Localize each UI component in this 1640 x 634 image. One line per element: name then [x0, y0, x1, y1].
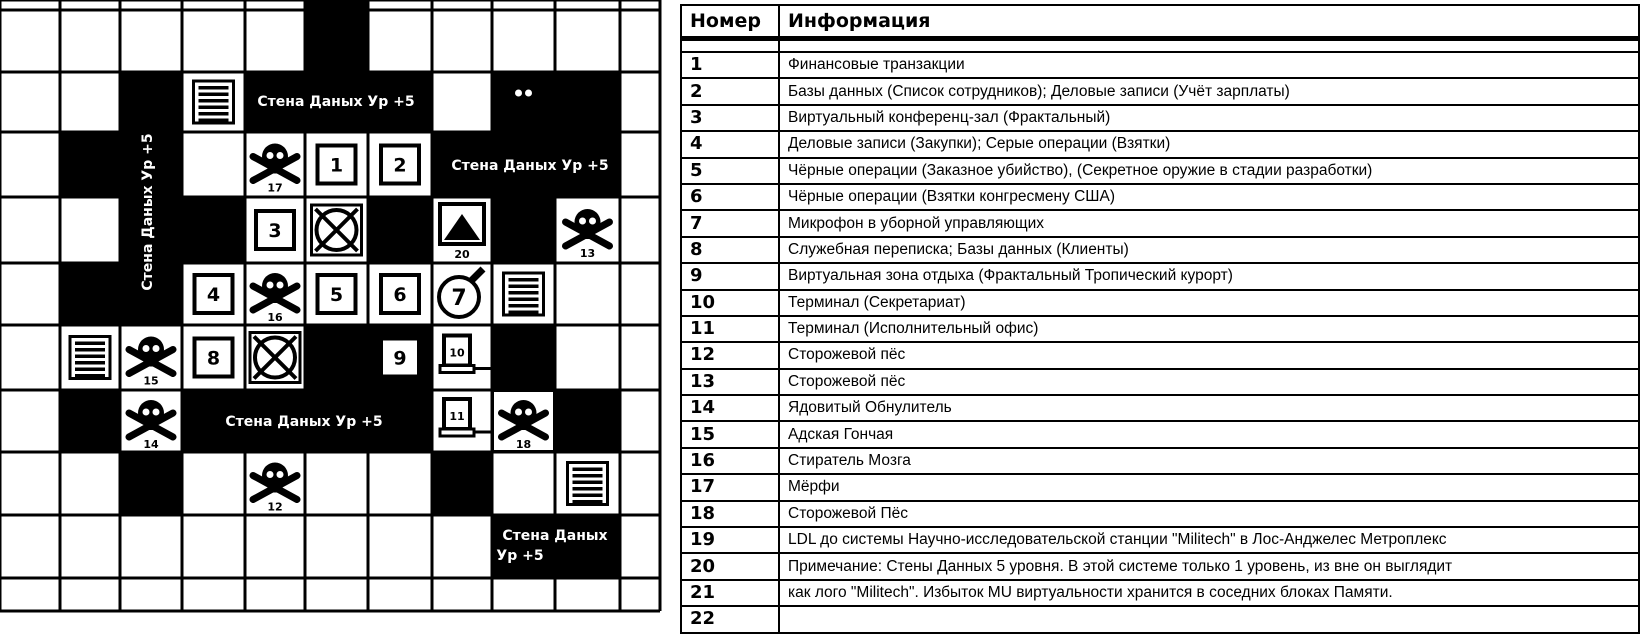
row-number: 4: [681, 131, 779, 157]
info-table: [680, 4, 1640, 634]
table-row: [681, 78, 1639, 104]
header-information: Информация: [779, 5, 1639, 39]
memory-stack-icon: [199, 119, 229, 123]
bomb-fuse-icon: [471, 269, 483, 281]
table-row: [681, 210, 1639, 236]
skull-eye-icon: [143, 345, 150, 352]
memory-stack-icon: [573, 487, 603, 491]
data-wall-label: Стена Даных Ур +5: [451, 158, 609, 174]
node-number: 6: [393, 284, 407, 306]
skull-icon: [268, 165, 282, 174]
row-info: Базы данных (Список сотрудников); Деловые записи (Учёт зарплаты): [779, 78, 1639, 104]
row-info: Чёрные операции (Заказное убийство), (Секретное оружие в стадии разработки): [779, 158, 1639, 184]
memory-stack-icon: [199, 112, 229, 116]
table-row: [681, 342, 1639, 368]
node-number: 18: [515, 438, 532, 451]
row-info: Финансовые транзакции: [779, 52, 1639, 78]
wall-block: [122, 74, 180, 130]
row-info: как лого "Militech". Избыток MU виртуальности хранится в соседних блоках Памяти.: [779, 580, 1639, 606]
skull-icon: [144, 358, 158, 367]
memory-stack-icon: [573, 468, 603, 472]
netrun-map: [0, 0, 660, 611]
row-info: Сторожевой Пёс: [779, 501, 1639, 527]
row-number: 10: [681, 290, 779, 316]
memory-stack-icon: [573, 500, 603, 504]
table-row: [681, 421, 1639, 447]
row-number: 7: [681, 210, 779, 236]
skull-eye-icon: [267, 152, 274, 159]
node-number: 19: [515, 119, 532, 132]
memory-stack-icon: [509, 278, 539, 282]
skull-icon: [581, 230, 595, 239]
row-info: Терминал (Исполнительный офис): [779, 316, 1639, 342]
table-row: [681, 395, 1639, 421]
skull-eye-icon: [579, 218, 586, 225]
wall-block: [557, 392, 618, 450]
memory-stack-icon: [199, 93, 229, 97]
table-row: [681, 501, 1639, 527]
skull-eye-icon: [267, 282, 274, 289]
node-number: 9: [393, 347, 407, 370]
row-number: 21: [681, 580, 779, 606]
row-info: [779, 606, 1639, 632]
skull-eye-icon: [277, 282, 284, 289]
memory-stack-icon: [199, 106, 229, 110]
data-wall-label: Ур +5: [496, 548, 544, 564]
memory-stack-icon: [509, 285, 539, 289]
row-number: 20: [681, 553, 779, 579]
memory-stack-icon: [509, 311, 539, 315]
table-header-row: [681, 5, 1639, 39]
memory-stack-icon: [199, 99, 229, 103]
row-number: 1: [681, 52, 779, 78]
wall-block: [307, 327, 366, 388]
table-row: [681, 369, 1639, 395]
node-number: 12: [267, 500, 283, 514]
terminal-icon: [440, 429, 474, 436]
table-row: [681, 474, 1639, 500]
skull-icon: [268, 484, 282, 493]
node-number: 4: [206, 284, 221, 306]
memory-stack-icon: [75, 368, 105, 372]
wall-block: [557, 74, 618, 130]
memory-stack-icon: [509, 298, 539, 302]
table-row: [681, 131, 1639, 157]
wall-block: [557, 517, 618, 576]
table-row: [681, 263, 1639, 289]
row-info: Микрофон в уборной управляющих: [779, 210, 1639, 236]
row-number: 6: [681, 184, 779, 210]
node-number: 17: [267, 181, 283, 195]
terminal-icon: [440, 366, 474, 373]
node-number: 20: [454, 248, 470, 261]
data-wall-label: Стена Даных: [502, 528, 608, 544]
row-number: 18: [681, 501, 779, 527]
wall-block: [122, 454, 180, 513]
row-number: 22: [681, 606, 779, 632]
wall-block: [307, 2, 366, 8]
node-number: 3: [268, 220, 282, 242]
row-number: 9: [681, 263, 779, 289]
memory-stack-icon: [75, 374, 105, 378]
row-info: Стиратель Мозга: [779, 448, 1639, 474]
row-number: 13: [681, 369, 779, 395]
memory-stack-icon: [573, 481, 603, 485]
memory-stack-icon: [75, 342, 105, 346]
row-info: Деловые записи (Закупки); Серые операции (Взятки): [779, 131, 1639, 157]
memory-stack-icon: [75, 361, 105, 365]
row-info: Ядовитый Обнулитель: [779, 395, 1639, 421]
row-info: Примечание: Стены Данных 5 уровня. В этой системе только 1 уровень, из вне он выглядит: [779, 553, 1639, 579]
row-info: Мёрфи: [779, 474, 1639, 500]
row-number: 15: [681, 421, 779, 447]
node-number: 14: [143, 438, 159, 451]
node-number: 1: [329, 154, 344, 177]
table-spacer-row: [681, 39, 1639, 53]
skull-icon: [144, 421, 158, 430]
memory-stack-icon: [509, 291, 539, 295]
node-number: 16: [267, 311, 283, 324]
row-info: Сторожевой пёс: [779, 369, 1639, 395]
row-number: 19: [681, 527, 779, 553]
row-info: Терминал (Секретариат): [779, 290, 1639, 316]
wall-block: [62, 265, 118, 323]
wall-block: [62, 392, 118, 450]
info-panel: [680, 0, 1620, 630]
wall-block: [494, 517, 553, 576]
skull-icon: [517, 421, 531, 430]
table-row: [681, 606, 1639, 632]
header-number: Номер: [681, 5, 779, 39]
wall-block: [494, 327, 553, 388]
data-wall-label: Стена Даных Ур +5: [225, 414, 383, 430]
wall-block: [307, 12, 366, 70]
table-row: [681, 184, 1639, 210]
row-number: 11: [681, 316, 779, 342]
wall-block: [370, 199, 430, 261]
skull-eye-icon: [267, 471, 274, 478]
node-number: 5: [329, 284, 344, 306]
wall-block: [62, 134, 118, 195]
memory-stack-icon: [509, 304, 539, 308]
node-number: 11: [449, 410, 465, 423]
table-row: [681, 448, 1639, 474]
row-number: 2: [681, 78, 779, 104]
node-number: 7: [451, 286, 467, 311]
row-info: Виртуальная зона отдыха (Фрактальный Тропический курорт): [779, 263, 1639, 289]
skull-icon: [517, 102, 531, 111]
row-number: 14: [681, 395, 779, 421]
row-info: Служебная переписка; Базы данных (Клиенты): [779, 237, 1639, 263]
memory-stack-icon: [573, 474, 603, 478]
wall-block: [184, 199, 243, 261]
table-row: [681, 52, 1639, 78]
skull-eye-icon: [153, 345, 160, 352]
table-row: [681, 527, 1639, 553]
row-number: 16: [681, 448, 779, 474]
table-row: [681, 580, 1639, 606]
table-row: [681, 553, 1639, 579]
skull-eye-icon: [589, 218, 596, 225]
skull-eye-icon: [277, 471, 284, 478]
table-body: [681, 39, 1639, 633]
skull-eye-icon: [525, 409, 532, 416]
row-info: Адская Гончая: [779, 421, 1639, 447]
table-row: [681, 158, 1639, 184]
skull-icon: [268, 294, 282, 303]
memory-stack-icon: [75, 348, 105, 352]
node-number: 8: [206, 347, 221, 370]
skull-eye-icon: [143, 409, 150, 416]
memory-stack-icon: [573, 494, 603, 498]
row-info: Сторожевой пёс: [779, 342, 1639, 368]
map-grid: [0, 0, 660, 611]
skull-eye-icon: [515, 409, 522, 416]
node-number: 10: [449, 346, 465, 360]
table-row: [681, 290, 1639, 316]
skull-eye-icon: [153, 409, 160, 416]
memory-stack-icon: [75, 355, 105, 359]
memory-stack-icon: [199, 86, 229, 90]
data-wall-label: Стена Даных Ур +5: [257, 94, 415, 110]
data-wall-label: Стена Даных Ур +5: [140, 133, 156, 291]
wall-block: [434, 454, 490, 513]
wall-block: [494, 199, 553, 261]
node-number: 15: [143, 374, 159, 388]
row-number: 5: [681, 158, 779, 184]
skull-eye-icon: [277, 152, 284, 159]
table-row: [681, 316, 1639, 342]
skull-eye-icon: [515, 90, 522, 97]
row-number: 3: [681, 105, 779, 131]
row-info: Чёрные операции (Взятки конгресмену США): [779, 184, 1639, 210]
node-number: 2: [393, 154, 407, 177]
row-number: 12: [681, 342, 779, 368]
row-number: 8: [681, 237, 779, 263]
skull-eye-icon: [525, 90, 532, 97]
node-number: 13: [579, 247, 596, 260]
row-info: LDL до системы Научно-исследовательской станции "Militech" в Лос-Анджелес Метроплекс: [779, 527, 1639, 553]
row-info: Виртуальный конференц-зал (Фрактальный): [779, 105, 1639, 131]
table-row: [681, 105, 1639, 131]
row-number: 17: [681, 474, 779, 500]
table-row: [681, 237, 1639, 263]
